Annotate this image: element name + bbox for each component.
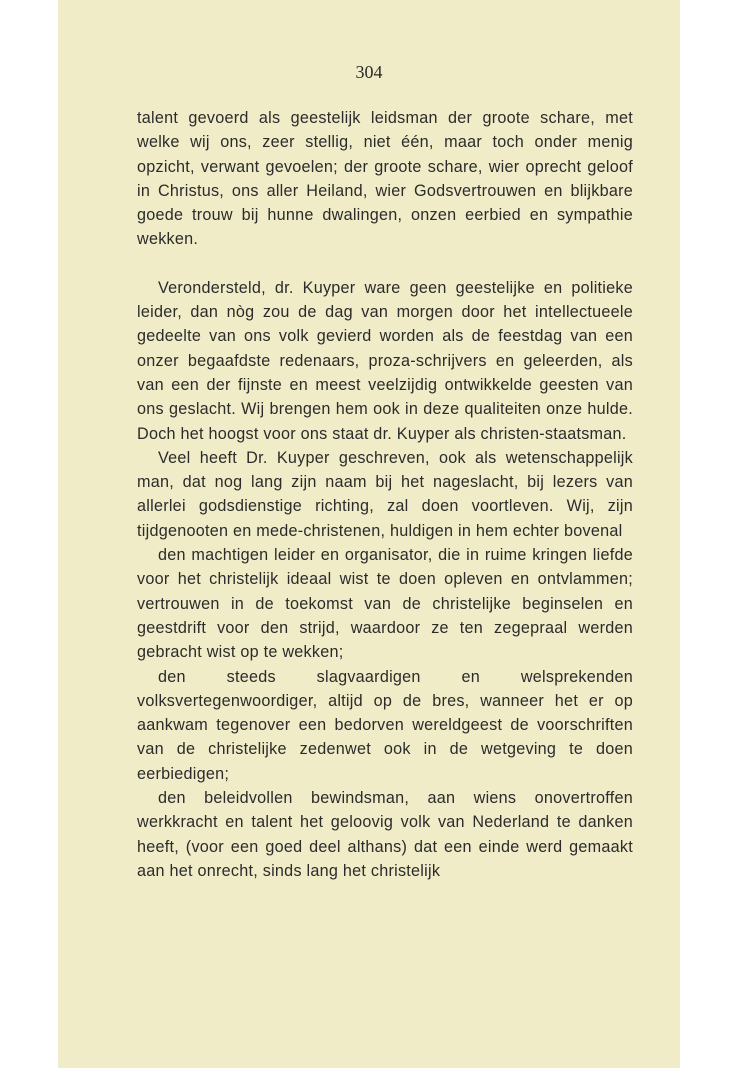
paragraph: Verondersteld, dr. Kuyper ware geen geestelijke en politieke leider, dan nòg zou de dag van morgen door het intellectueele gedeelte van ons volk gevierd worden als de feestdag van een onzer begaafdste redenaars, proza-schrijvers en geleerden, als van een der fijnste en meest veelzijdig ontwikkelde geesten van ons geslacht. Wij brengen hem ook in deze qualiteiten onze hulde. Doch het hoogst voor ons staat dr. Kuyper als christen-staatsman. (137, 278, 633, 443)
paragraph: den steeds slagvaardigen en welsprekenden volksvertegenwoordiger, altijd op de bres, wanneer het er op aankwam tegenover een bedorven wereldgeest de voorschriften van de christelijke zedenwet ook in de wetgeving te doen eerbiedigen; (137, 667, 633, 783)
paragraph: den beleidvollen bewindsman, aan wiens onovertroffen werkkracht en talent het geloovig volk van Nederland te danken heeft, (voor een goed deel althans) dat een einde werd gemaakt aan het onrecht, sinds lang het christelijk (137, 789, 633, 880)
book-page (58, 0, 680, 1068)
paragraph: den machtigen leider en organisator, die in ruime kringen liefde voor het christelijk ideaal wist te doen opleven en ontvlammen; vertrouwen in de toekomst van de christelijke beginselen en geestdrift voor den strijd, waardoor ze ten zegepraal werden gebracht wist op te wekken; (137, 546, 633, 662)
page-number: 304 (355, 62, 383, 82)
paragraph: Veel heeft Dr. Kuyper geschreven, ook als wetenschappelijk man, dat nog lang zijn naam bij het nageslacht, bij lezers van allerlei godsdienstige richting, zal doen voortleven. Wij, zijn tijdgenooten en mede-christenen, huldigen in hem echter bovenal (137, 448, 633, 540)
body-text (137, 106, 633, 883)
paragraph: talent gevoerd als geestelijk leidsman der groote schare, met welke wij ons, zeer stellig, niet één, maar toch onder menig opzicht, verwant gevoelen; der groote schare, wier oprecht geloof in Christus, ons aller Heiland, wier Godsvertrouwen en blijkbare goede trouw bij hunne dwalingen, onzen eerbied en sympathie wekken. (137, 109, 633, 249)
